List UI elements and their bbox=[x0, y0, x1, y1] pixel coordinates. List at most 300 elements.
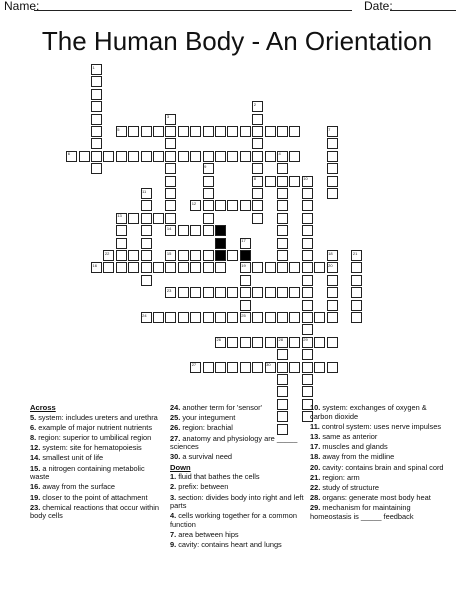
date-label: Date: bbox=[364, 0, 393, 13]
grid-cell[interactable] bbox=[327, 362, 338, 373]
grid-cell[interactable] bbox=[190, 287, 201, 298]
grid-cell[interactable] bbox=[141, 126, 152, 137]
grid-cell[interactable] bbox=[103, 151, 114, 162]
grid-number: 19 bbox=[241, 262, 246, 268]
grid-cell[interactable] bbox=[91, 101, 102, 112]
clue-text: system: site for hematopoiesis bbox=[40, 443, 142, 453]
grid-cell[interactable] bbox=[116, 151, 127, 162]
grid-cell[interactable] bbox=[302, 386, 313, 397]
grid-cell[interactable] bbox=[252, 200, 263, 211]
clue-text: a survival need bbox=[180, 452, 233, 462]
grid-cell[interactable] bbox=[203, 225, 214, 236]
grid-cell[interactable] bbox=[190, 250, 201, 261]
clue-item bbox=[310, 464, 444, 473]
clue-item bbox=[30, 424, 162, 433]
grid-cell[interactable] bbox=[277, 312, 288, 323]
grid-cell[interactable] bbox=[252, 337, 263, 348]
grid-cell[interactable] bbox=[190, 312, 201, 323]
grid-cell[interactable] bbox=[302, 275, 313, 286]
grid-cell[interactable] bbox=[277, 262, 288, 273]
grid-cell[interactable] bbox=[240, 287, 251, 298]
grid-cell[interactable] bbox=[277, 176, 288, 187]
grid-cell[interactable] bbox=[351, 300, 362, 311]
grid-cell[interactable] bbox=[265, 312, 276, 323]
grid-cell[interactable] bbox=[351, 262, 362, 273]
clue-number: 3. bbox=[170, 492, 177, 502]
grid-number: 30 bbox=[266, 362, 271, 368]
grid-cell[interactable] bbox=[252, 126, 263, 137]
down-heading: Down bbox=[170, 462, 191, 472]
grid-cell[interactable] bbox=[327, 163, 338, 174]
clue-item bbox=[310, 504, 444, 521]
clue-number: 9. bbox=[170, 540, 177, 550]
grid-cell[interactable] bbox=[227, 337, 238, 348]
grid-cell[interactable] bbox=[302, 300, 313, 311]
clue-text: cavity: contains heart and lungs bbox=[176, 540, 282, 550]
clue-item bbox=[170, 404, 304, 413]
clue-item bbox=[310, 443, 444, 452]
grid-cell[interactable] bbox=[178, 126, 189, 137]
grid-cell[interactable] bbox=[302, 324, 313, 335]
grid-cell[interactable] bbox=[240, 200, 251, 211]
grid-cell[interactable] bbox=[128, 213, 139, 224]
grid-cell[interactable] bbox=[153, 213, 164, 224]
grid-number: 16 bbox=[92, 262, 97, 268]
grid-number: 12 bbox=[191, 200, 197, 206]
grid-number: 2 bbox=[253, 101, 256, 107]
grid-cell[interactable] bbox=[265, 151, 276, 162]
clue-number: 20. bbox=[310, 462, 321, 472]
grid-cell[interactable] bbox=[289, 126, 300, 137]
grid-cell[interactable] bbox=[277, 238, 288, 249]
clue-number: 24. bbox=[170, 403, 181, 412]
clue-number: 7. bbox=[170, 530, 177, 540]
grid-cell[interactable] bbox=[302, 362, 313, 373]
clue-number: 26. bbox=[170, 423, 181, 433]
grid-cell[interactable] bbox=[289, 262, 300, 273]
grid-cell[interactable] bbox=[252, 114, 263, 125]
grid-cell[interactable] bbox=[116, 262, 127, 273]
clue-number: 30. bbox=[170, 452, 181, 462]
grid-cell[interactable] bbox=[190, 262, 201, 273]
grid-cell[interactable] bbox=[252, 262, 263, 273]
grid-cell[interactable] bbox=[141, 262, 152, 273]
grid-number: 13 bbox=[117, 213, 122, 219]
grid-cell[interactable] bbox=[327, 312, 338, 323]
clue-number: 22. bbox=[310, 482, 321, 492]
grid-cell[interactable] bbox=[141, 151, 152, 162]
grid-cell[interactable] bbox=[302, 262, 313, 273]
grid-number: 25 bbox=[241, 312, 246, 318]
grid-cell[interactable] bbox=[203, 188, 214, 199]
grid-cell[interactable] bbox=[141, 213, 152, 224]
grid-cell[interactable] bbox=[178, 225, 189, 236]
grid-cell[interactable] bbox=[128, 151, 139, 162]
grid-cell[interactable] bbox=[327, 138, 338, 149]
grid-cell[interactable] bbox=[141, 200, 152, 211]
clue-number: 16. bbox=[30, 482, 41, 492]
clue-text: system: includes ureters and urethra bbox=[36, 412, 158, 422]
grid-cell[interactable] bbox=[327, 337, 338, 348]
grid-cell[interactable] bbox=[153, 126, 164, 137]
grid-number: 20 bbox=[328, 262, 333, 268]
grid-cell[interactable] bbox=[302, 225, 313, 236]
grid-cell[interactable] bbox=[215, 287, 226, 298]
grid-cell[interactable] bbox=[103, 262, 114, 273]
grid-number: 28 bbox=[278, 337, 283, 343]
clue-text: away from the surface bbox=[40, 482, 116, 492]
clue-item bbox=[310, 433, 444, 442]
grid-number: 27 bbox=[191, 362, 197, 368]
grid-cell[interactable] bbox=[277, 200, 288, 211]
clue-number: 14. bbox=[30, 453, 41, 463]
clue-text: cells working together for a common function bbox=[170, 511, 297, 529]
grid-cell[interactable] bbox=[302, 287, 313, 298]
grid-number: 4 bbox=[278, 151, 281, 157]
clue-item bbox=[30, 434, 162, 443]
clue-number: 12. bbox=[30, 443, 41, 453]
clue-item bbox=[30, 504, 162, 521]
clue-text: your integument bbox=[180, 413, 236, 423]
grid-cell[interactable] bbox=[165, 151, 176, 162]
clue-text: organs: generate most body heat bbox=[320, 493, 431, 503]
grid-cell[interactable] bbox=[165, 176, 176, 187]
clue-text: away from the midline bbox=[320, 452, 395, 462]
grid-cell[interactable] bbox=[240, 362, 251, 373]
grid-cell[interactable] bbox=[327, 275, 338, 286]
clue-number: 19. bbox=[30, 492, 41, 502]
grid-cell[interactable] bbox=[351, 312, 362, 323]
name-label: Name: bbox=[4, 0, 40, 13]
grid-cell[interactable] bbox=[165, 312, 176, 323]
grid-cell[interactable] bbox=[277, 374, 288, 385]
clue-text: region: superior to umbilical region bbox=[36, 432, 152, 442]
clue-number: 5. bbox=[30, 412, 37, 422]
clue-item bbox=[170, 483, 304, 492]
grid-cell[interactable] bbox=[178, 250, 189, 261]
grid-number: 3 bbox=[166, 114, 170, 120]
page-title: The Human Body - An Orientation bbox=[41, 26, 433, 56]
grid-cell[interactable] bbox=[165, 188, 176, 199]
clue-number: 27. bbox=[170, 433, 181, 443]
grid-cell[interactable] bbox=[178, 312, 189, 323]
clue-item bbox=[310, 494, 444, 503]
clue-item bbox=[310, 484, 444, 493]
grid-cell[interactable] bbox=[153, 151, 164, 162]
grid-cell[interactable] bbox=[302, 188, 313, 199]
grid-cell[interactable] bbox=[240, 126, 251, 137]
grid-cell[interactable] bbox=[252, 188, 263, 199]
grid-cell[interactable] bbox=[227, 200, 238, 211]
grid-cell[interactable] bbox=[302, 200, 313, 211]
grid-cell[interactable] bbox=[141, 250, 152, 261]
grid-cell[interactable] bbox=[277, 188, 288, 199]
grid-cell[interactable] bbox=[91, 89, 102, 100]
clue-item bbox=[310, 474, 444, 483]
grid-cell[interactable] bbox=[314, 362, 325, 373]
grid-cell[interactable] bbox=[265, 176, 276, 187]
clue-item bbox=[30, 414, 162, 423]
grid-cell[interactable] bbox=[178, 262, 189, 273]
grid-cell[interactable] bbox=[240, 151, 251, 162]
grid-cell[interactable] bbox=[227, 287, 238, 298]
clue-text: same as anterior bbox=[320, 431, 378, 441]
grid-block bbox=[215, 238, 226, 249]
grid-number: 9 bbox=[204, 163, 207, 169]
clue-item bbox=[170, 424, 304, 433]
clue-number: 15. bbox=[30, 463, 41, 473]
grid-number: 7 bbox=[328, 126, 331, 132]
grid-cell[interactable] bbox=[252, 138, 263, 149]
grid-number: 29 bbox=[303, 337, 308, 343]
grid-cell[interactable] bbox=[240, 275, 251, 286]
grid-cell[interactable] bbox=[190, 225, 201, 236]
clue-number: 28. bbox=[310, 493, 321, 503]
clue-text: region: brachial bbox=[180, 423, 233, 433]
grid-cell[interactable] bbox=[302, 374, 313, 385]
grid-cell[interactable] bbox=[252, 362, 263, 373]
clue-item bbox=[170, 531, 304, 540]
clue-item bbox=[30, 465, 162, 482]
grid-cell[interactable] bbox=[277, 163, 288, 174]
grid-number: 26 bbox=[216, 337, 221, 343]
grid-cell[interactable] bbox=[265, 262, 276, 273]
grid-cell[interactable] bbox=[215, 200, 226, 211]
grid-cell[interactable] bbox=[215, 126, 226, 137]
clue-number: 13. bbox=[310, 431, 321, 441]
grid-cell[interactable] bbox=[327, 300, 338, 311]
clue-text: prefix: between bbox=[176, 482, 229, 492]
grid-cell[interactable] bbox=[277, 349, 288, 360]
grid-cell[interactable] bbox=[203, 250, 214, 261]
grid-number: 1 bbox=[92, 64, 95, 70]
clue-number: 29. bbox=[310, 503, 321, 513]
grid-cell[interactable] bbox=[165, 200, 176, 211]
grid-number: 14 bbox=[166, 225, 172, 231]
grid-number: 17 bbox=[241, 238, 246, 244]
grid-number: 18 bbox=[328, 250, 333, 256]
grid-cell[interactable] bbox=[91, 151, 102, 162]
grid-cell[interactable] bbox=[227, 312, 238, 323]
grid-cell[interactable] bbox=[265, 126, 276, 137]
grid-block bbox=[240, 250, 251, 261]
grid-cell[interactable] bbox=[116, 238, 127, 249]
grid-cell[interactable] bbox=[203, 213, 214, 224]
grid-cell[interactable] bbox=[153, 262, 164, 273]
grid-cell[interactable] bbox=[203, 176, 214, 187]
grid-cell[interactable] bbox=[141, 238, 152, 249]
grid-cell[interactable] bbox=[178, 151, 189, 162]
clue-text: muscles and glands bbox=[320, 442, 388, 452]
clue-number: 10. bbox=[310, 403, 321, 412]
grid-cell[interactable] bbox=[277, 213, 288, 224]
grid-cell[interactable] bbox=[203, 200, 214, 211]
grid-cell[interactable] bbox=[215, 362, 226, 373]
grid-cell[interactable] bbox=[165, 213, 176, 224]
grid-number: 23 bbox=[166, 287, 172, 293]
clue-text: a nitrogen containing metabolic waste bbox=[30, 463, 145, 482]
grid-cell[interactable] bbox=[190, 126, 201, 137]
grid-block bbox=[215, 250, 226, 261]
grid-cell[interactable] bbox=[302, 238, 313, 249]
clue-number: 8. bbox=[30, 432, 37, 442]
grid-cell[interactable] bbox=[277, 225, 288, 236]
clue-item bbox=[170, 414, 304, 423]
clue-number: 1. bbox=[170, 472, 177, 482]
grid-cell[interactable] bbox=[351, 287, 362, 298]
grid-cell[interactable] bbox=[289, 362, 300, 373]
grid-number: 15 bbox=[166, 250, 172, 256]
grid-cell[interactable] bbox=[227, 362, 238, 373]
clue-item bbox=[30, 483, 162, 492]
across-heading: Across bbox=[30, 403, 56, 412]
grid-cell[interactable] bbox=[91, 114, 102, 125]
clue-text: cavity: contains brain and spinal cord bbox=[320, 462, 444, 472]
grid-cell[interactable] bbox=[252, 287, 263, 298]
grid-cell[interactable] bbox=[252, 151, 263, 162]
grid-cell[interactable] bbox=[91, 76, 102, 87]
grid-cell[interactable] bbox=[302, 250, 313, 261]
clue-text: system: exchanges of oxygen & carbon dioxide bbox=[310, 403, 427, 421]
clue-number: 2. bbox=[170, 482, 177, 492]
grid-cell[interactable] bbox=[240, 300, 251, 311]
grid-cell[interactable] bbox=[203, 151, 214, 162]
grid-cell[interactable] bbox=[128, 262, 139, 273]
grid-cell[interactable] bbox=[289, 176, 300, 187]
grid-cell[interactable] bbox=[327, 188, 338, 199]
grid-cell[interactable] bbox=[227, 250, 238, 261]
grid-cell[interactable] bbox=[215, 151, 226, 162]
grid-block bbox=[215, 225, 226, 236]
grid-cell[interactable] bbox=[227, 151, 238, 162]
grid-cell[interactable] bbox=[203, 126, 214, 137]
clue-text: smallest unit of life bbox=[40, 453, 104, 463]
grid-cell[interactable] bbox=[203, 362, 214, 373]
grid-cell[interactable] bbox=[289, 151, 300, 162]
grid-cell[interactable] bbox=[178, 287, 189, 298]
grid-cell[interactable] bbox=[165, 138, 176, 149]
clue-text: anatomy and physiology are _____ sciences bbox=[170, 433, 298, 452]
clue-text: chemical reactions that occur within body cells bbox=[30, 502, 159, 521]
clue-number: 21. bbox=[310, 472, 321, 482]
grid-cell[interactable] bbox=[203, 312, 214, 323]
grid-number: 6 bbox=[67, 151, 70, 157]
grid-cell[interactable] bbox=[314, 312, 325, 323]
clue-number: 6. bbox=[30, 422, 37, 432]
grid-cell[interactable] bbox=[302, 213, 313, 224]
grid-cell[interactable] bbox=[265, 287, 276, 298]
clue-item bbox=[30, 494, 162, 503]
grid-cell[interactable] bbox=[277, 250, 288, 261]
clue-text: region: arm bbox=[320, 472, 360, 482]
grid-number: 24 bbox=[142, 312, 147, 318]
grid-cell[interactable] bbox=[190, 151, 201, 162]
grid-cell[interactable] bbox=[277, 287, 288, 298]
grid-cell[interactable] bbox=[277, 126, 288, 137]
grid-cell[interactable] bbox=[128, 126, 139, 137]
grid-cell[interactable] bbox=[153, 312, 164, 323]
clue-number: 4. bbox=[170, 511, 177, 521]
grid-cell[interactable] bbox=[91, 163, 102, 174]
grid-cell[interactable] bbox=[252, 213, 263, 224]
grid-cell[interactable] bbox=[165, 262, 176, 273]
grid-number: 22 bbox=[104, 250, 110, 256]
grid-cell[interactable] bbox=[91, 138, 102, 149]
clue-text: area between hips bbox=[176, 530, 239, 540]
grid-cell[interactable] bbox=[302, 349, 313, 360]
clue-item bbox=[30, 444, 162, 453]
clue-text: control system: uses nerve impulses bbox=[319, 421, 442, 431]
grid-number: 8 bbox=[253, 176, 256, 182]
clue-item bbox=[170, 453, 304, 462]
grid-cell[interactable] bbox=[141, 275, 152, 286]
clue-text: section: divides body into right and left parts bbox=[170, 492, 304, 511]
grid-cell[interactable] bbox=[165, 126, 176, 137]
grid-cell[interactable] bbox=[252, 312, 263, 323]
grid-cell[interactable] bbox=[351, 275, 362, 286]
grid-cell[interactable] bbox=[203, 287, 214, 298]
grid-cell[interactable] bbox=[314, 262, 325, 273]
grid-cell[interactable] bbox=[141, 225, 152, 236]
clue-number: 25. bbox=[170, 413, 181, 423]
clue-item bbox=[310, 453, 444, 462]
grid-cell[interactable] bbox=[289, 337, 300, 348]
clue-item bbox=[170, 494, 304, 511]
grid-number: 10 bbox=[303, 176, 308, 182]
grid-cell[interactable] bbox=[289, 312, 300, 323]
clues-column-1 bbox=[30, 404, 162, 522]
clue-number: 11. bbox=[310, 421, 320, 431]
grid-cell[interactable] bbox=[277, 386, 288, 397]
clue-item bbox=[170, 541, 304, 550]
grid-cell[interactable] bbox=[327, 287, 338, 298]
clue-text: fluid that bathes the cells bbox=[176, 472, 260, 482]
clue-text: closer to the point of attachment bbox=[40, 492, 148, 502]
grid-cell[interactable] bbox=[203, 262, 214, 273]
clue-number: 17. bbox=[310, 442, 321, 452]
grid-cell[interactable] bbox=[215, 262, 226, 273]
clue-text: example of major nutrient nutrients bbox=[36, 422, 153, 432]
grid-cell[interactable] bbox=[79, 151, 90, 162]
grid-number: 21 bbox=[352, 250, 358, 256]
grid-cell[interactable] bbox=[302, 312, 313, 323]
grid-cell[interactable] bbox=[327, 176, 338, 187]
clue-item bbox=[170, 473, 304, 482]
grid-cell[interactable] bbox=[165, 163, 176, 174]
grid-cell[interactable] bbox=[116, 225, 127, 236]
clue-text: another term for 'sensor' bbox=[180, 403, 262, 412]
clue-item bbox=[310, 404, 444, 421]
grid-number: 5 bbox=[117, 126, 120, 132]
grid-cell[interactable] bbox=[215, 312, 226, 323]
clue-text: study of structure bbox=[320, 482, 380, 492]
clues-column-3 bbox=[310, 404, 444, 523]
grid-cell[interactable] bbox=[265, 337, 276, 348]
grid-cell[interactable] bbox=[227, 126, 238, 137]
grid-cell[interactable] bbox=[252, 163, 263, 174]
clue-number: 18. bbox=[310, 452, 321, 462]
grid-cell[interactable] bbox=[240, 337, 251, 348]
grid-cell[interactable] bbox=[327, 151, 338, 162]
grid-cell[interactable] bbox=[128, 250, 139, 261]
grid-cell[interactable] bbox=[116, 250, 127, 261]
clue-item bbox=[170, 435, 304, 452]
clue-item bbox=[170, 512, 304, 529]
grid-cell[interactable] bbox=[91, 126, 102, 137]
grid-cell[interactable] bbox=[314, 337, 325, 348]
grid-cell[interactable] bbox=[277, 362, 288, 373]
grid-cell[interactable] bbox=[289, 287, 300, 298]
